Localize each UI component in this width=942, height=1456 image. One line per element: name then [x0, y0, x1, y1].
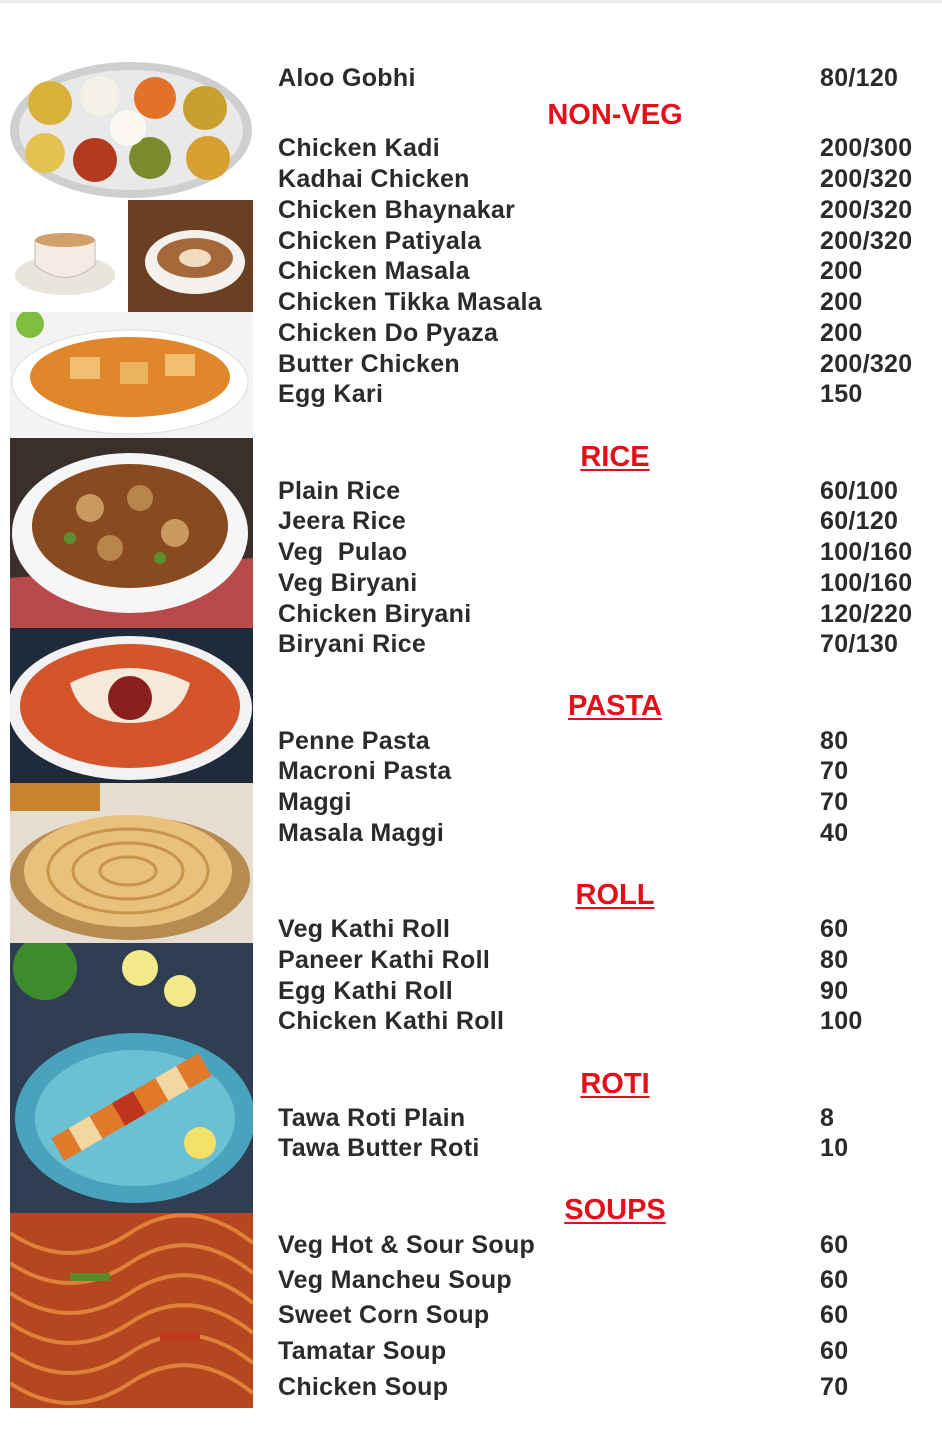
menu-item [278, 600, 942, 630]
item-name: Chicken Patiyala [278, 227, 482, 255]
lachha-paratha-photo [10, 783, 253, 943]
item-price: 200/300 [820, 134, 913, 162]
tea-coffee-photo [10, 200, 253, 312]
item-price: 80/120 [820, 64, 899, 92]
item-price: 80 [820, 946, 849, 974]
menu-item [278, 819, 942, 849]
item-name: Egg Kathi Roll [278, 977, 454, 1005]
menu-item [278, 788, 942, 818]
item-price: 40 [820, 819, 849, 847]
thali-photo [10, 58, 253, 200]
item-price: 60 [820, 1301, 849, 1329]
item-name: Veg Pulao [278, 538, 408, 566]
section-heading-roti: ROTI [580, 1068, 650, 1100]
menu-item [278, 319, 942, 349]
menu-item [278, 1337, 942, 1367]
menu-item [278, 1134, 942, 1164]
menu-item [278, 1266, 942, 1296]
menu-item [278, 380, 942, 410]
menu-item [278, 1231, 942, 1261]
item-name: Tawa Roti Plain [278, 1104, 466, 1132]
item-name: Egg Kari [278, 380, 384, 408]
item-name: Chicken Do Pyaza [278, 319, 499, 347]
paneer-curry-photo [10, 312, 253, 438]
item-price: 200 [820, 288, 863, 316]
noodles-photo [10, 1213, 253, 1408]
section-heading-roll: ROLL [575, 879, 655, 911]
item-name: Masala Maggi [278, 819, 445, 847]
item-price: 8 [820, 1104, 835, 1132]
item-price: 200/320 [820, 350, 913, 378]
menu-item [278, 569, 942, 599]
menu-item [278, 946, 942, 976]
item-price: 90 [820, 977, 849, 1005]
item-name: Maggi [278, 788, 352, 816]
item-name: Tamatar Soup [278, 1337, 447, 1365]
item-name: Veg Kathi Roll [278, 915, 451, 943]
menu-item [278, 227, 942, 257]
menu-item [278, 538, 942, 568]
menu-item [278, 196, 942, 226]
item-name: Chicken Soup [278, 1373, 449, 1401]
menu-item [278, 1104, 942, 1134]
item-name: Butter Chicken [278, 350, 461, 378]
menu-item [278, 257, 942, 287]
item-name: Penne Pasta [278, 727, 430, 755]
item-price: 70 [820, 757, 849, 785]
item-name: Tawa Butter Roti [278, 1134, 480, 1162]
mushroom-masala-photo [10, 438, 253, 628]
menu-item [278, 288, 942, 318]
menu-item [278, 134, 942, 164]
item-price: 70/130 [820, 630, 899, 658]
item-price: 100/160 [820, 569, 913, 597]
paneer-tikka-photo [10, 943, 253, 1213]
menu-item [278, 630, 942, 660]
menu-item [278, 727, 942, 757]
section-heading-non-veg: NON-VEG [547, 99, 683, 131]
item-price: 60/100 [820, 477, 899, 505]
menu-item [278, 757, 942, 787]
item-price: 100 [820, 1007, 863, 1035]
item-name: Plain Rice [278, 477, 401, 505]
item-name: Jeera Rice [278, 507, 407, 535]
item-price: 200/320 [820, 196, 913, 224]
item-price: 70 [820, 788, 849, 816]
menu-item [278, 350, 942, 380]
item-name: Sweet Corn Soup [278, 1301, 490, 1329]
item-name: Veg Biryani [278, 569, 418, 597]
menu-item [278, 977, 942, 1007]
item-name: Paneer Kathi Roll [278, 946, 491, 974]
item-price: 60 [820, 1231, 849, 1259]
menu-item [278, 1007, 942, 1037]
item-name: Chicken Tikka Masala [278, 288, 543, 316]
menu-item [278, 507, 942, 537]
food-photo-collage [10, 58, 253, 1408]
item-name: Chicken Biryani [278, 600, 472, 628]
section-heading-soups: SOUPS [564, 1194, 666, 1226]
item-price: 70 [820, 1373, 849, 1401]
menu-item [278, 915, 942, 945]
item-price: 60 [820, 915, 849, 943]
item-price: 200/320 [820, 165, 913, 193]
item-price: 60 [820, 1266, 849, 1294]
item-name: Macroni Pasta [278, 757, 452, 785]
item-name: Aloo Gobhi [278, 64, 416, 92]
item-name: Chicken Kadi [278, 134, 440, 162]
menu-item [278, 477, 942, 507]
menu-item [278, 1301, 942, 1331]
item-name: Kadhai Chicken [278, 165, 470, 193]
item-name: Veg Mancheu Soup [278, 1266, 512, 1294]
top-divider [0, 0, 942, 3]
item-name: Chicken Kathi Roll [278, 1007, 505, 1035]
item-price: 200 [820, 319, 863, 347]
item-name: Chicken Masala [278, 257, 470, 285]
item-price: 200/320 [820, 227, 913, 255]
item-name: Veg Hot & Sour Soup [278, 1231, 536, 1259]
menu-item [278, 64, 942, 94]
item-name: Biryani Rice [278, 630, 427, 658]
item-price: 60/120 [820, 507, 899, 535]
section-heading-rice: RICE [580, 441, 650, 473]
item-price: 80 [820, 727, 849, 755]
item-price: 10 [820, 1134, 849, 1162]
item-price: 120/220 [820, 600, 913, 628]
item-name: Chicken Bhaynakar [278, 196, 516, 224]
item-price: 200 [820, 257, 863, 285]
section-heading-pasta: PASTA [568, 690, 662, 722]
menu-item [278, 165, 942, 195]
item-price: 100/160 [820, 538, 913, 566]
menu-item [278, 1373, 942, 1403]
item-price: 60 [820, 1337, 849, 1365]
item-price: 150 [820, 380, 863, 408]
curry-bowl-photo [10, 628, 253, 783]
